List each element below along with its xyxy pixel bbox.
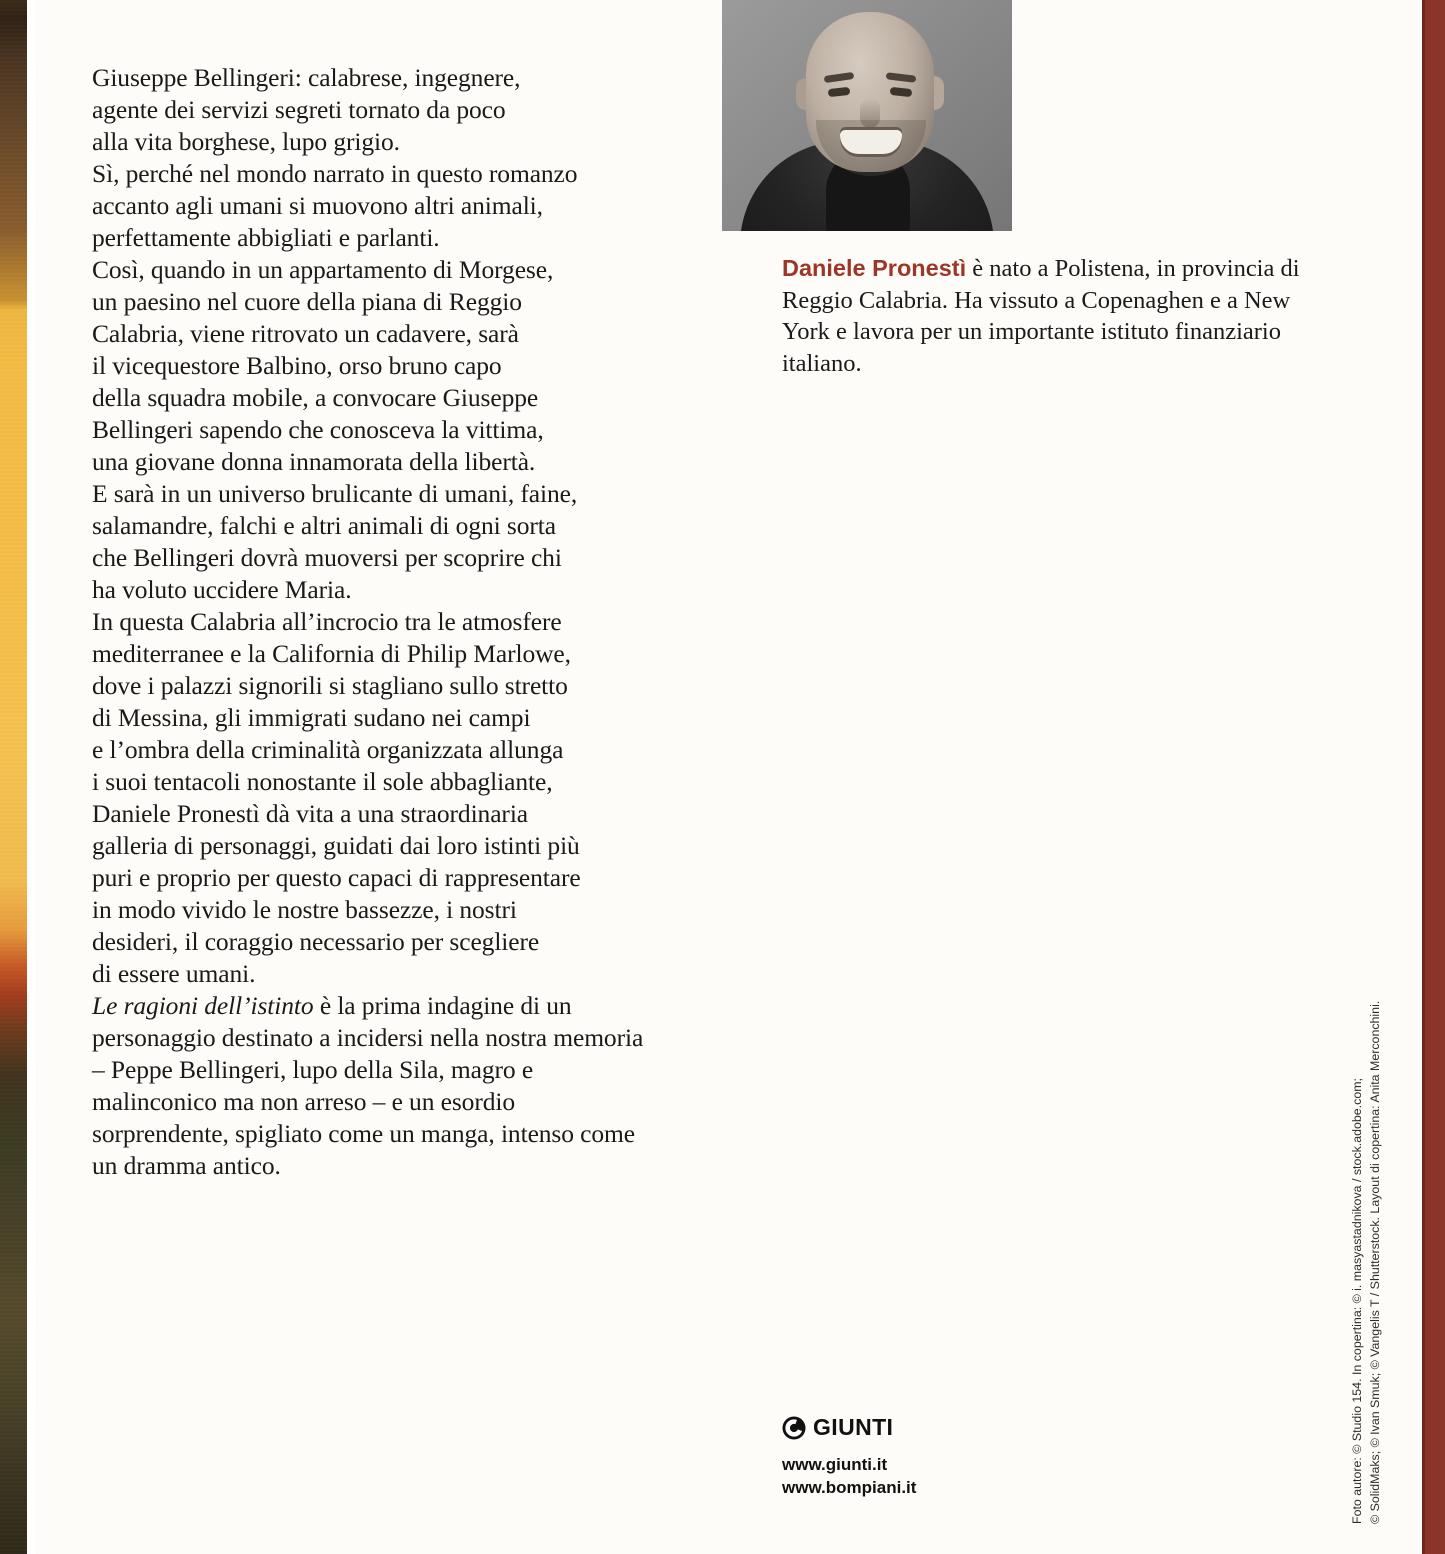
blurb-line: Così, quando in un appartamento di Morgese, bbox=[92, 255, 554, 284]
publisher-website-bompiani[interactable]: www.bompiani.it bbox=[782, 1478, 917, 1497]
credits-line-1: Foto autore: © Studio 154. In copertina: © i. masyastadnikova / stock.adobe.com; bbox=[1350, 1078, 1364, 1524]
blurb-final-rest: è la prima indagine di un personaggio destinato a incidersi nella nostra memoria – Peppe Bellingeri, lupo della Sila, magro e malinconico ma non arreso – e un esordio sorprendente, spigliato come un manga, intenso come un dramma antico. bbox=[92, 991, 644, 1180]
portrait-smile bbox=[840, 130, 902, 154]
blurb-line: E sarà in un universo brulicante di umani, faine, bbox=[92, 479, 578, 508]
blurb-line: Giuseppe Bellingeri: calabrese, ingegnere, bbox=[92, 63, 521, 92]
spine-strip bbox=[1422, 0, 1445, 1554]
back-cover-blurb bbox=[92, 62, 652, 1182]
blurb-line: desideri, il coraggio necessario per scegliere bbox=[92, 927, 540, 956]
blurb-line: di essere umani. bbox=[92, 959, 256, 988]
blurb-final-paragraph bbox=[92, 990, 652, 1182]
blurb-line: un paesino nel cuore della piana di Reggio bbox=[92, 287, 522, 316]
cover-credits bbox=[1349, 884, 1387, 1524]
author-bio bbox=[782, 253, 1340, 379]
blurb-line: alla vita borghese, lupo grigio. bbox=[92, 127, 400, 156]
blurb-line: accanto agli umani si muovono altri animali, bbox=[92, 191, 543, 220]
blurb-line: galleria di personaggi, guidati dai loro istinti più bbox=[92, 831, 580, 860]
blurb-line: Daniele Pronestì dà vita a una straordinaria bbox=[92, 799, 529, 828]
giunti-g-circle-icon bbox=[782, 1416, 806, 1440]
blurb-line: una giovane donna innamorata della libertà. bbox=[92, 447, 536, 476]
blurb-line: Sì, perché nel mondo narrato in questo romanzo bbox=[92, 159, 578, 188]
front-cover-wrap-strip bbox=[0, 0, 27, 1554]
blurb-line: mediterranee e la California di Philip Marlowe, bbox=[92, 639, 571, 668]
credits-line-2: © SolidMaks; © Ivan Smuk; © Vangelis T / Shutterstock. Layout di copertina: Anita Merconchini. bbox=[1367, 1000, 1382, 1524]
author-name: Daniele Pronestì bbox=[782, 255, 967, 281]
blurb-line: e l’ombra della criminalità organizzata allunga bbox=[92, 735, 564, 764]
author-photo bbox=[722, 0, 1012, 231]
publisher-block bbox=[782, 1414, 1102, 1499]
portrait-nose bbox=[860, 98, 880, 128]
blurb-line: perfettamente abbigliati e parlanti. bbox=[92, 223, 440, 252]
publisher-name: GIUNTI bbox=[813, 1414, 894, 1440]
publisher-website-giunti[interactable]: www.giunti.it bbox=[782, 1455, 888, 1474]
blurb-line: dove i palazzi signorili si stagliano sullo stretto bbox=[92, 671, 568, 700]
blurb-line: In questa Calabria all’incrocio tra le atmosfere bbox=[92, 607, 562, 636]
cover-credits-text bbox=[1349, 884, 1384, 1524]
blurb-line: Calabria, viene ritrovato un cadavere, sarà bbox=[92, 319, 519, 348]
blurb-line: della squadra mobile, a convocare Giuseppe bbox=[92, 383, 539, 412]
blurb-line: i suoi tentacoli nonostante il sole abbagliante, bbox=[92, 767, 553, 796]
blurb-line: ha voluto uccidere Maria. bbox=[92, 575, 352, 604]
blurb-line: puri e proprio per questo capaci di rappresentare bbox=[92, 863, 581, 892]
cover-gutter bbox=[27, 0, 35, 1554]
author-bio-text: è nato a Polistena, in provincia di Reggio Calabria. Ha vissuto a Copenaghen e a New York e lavora per un importante istituto finanziario italiano. bbox=[782, 255, 1300, 377]
blurb-line: di Messina, gli immigrati sudano nei campi bbox=[92, 703, 531, 732]
blurb-line: il vicequestore Balbino, orso bruno capo bbox=[92, 351, 502, 380]
blurb-line: Bellingeri sapendo che conosceva la vittima, bbox=[92, 415, 544, 444]
blurb-line: in modo vivido le nostre bassezze, i nostri bbox=[92, 895, 517, 924]
publisher-logo bbox=[782, 1414, 1102, 1441]
blurb-line: agente dei servizi segreti tornato da poco bbox=[92, 95, 506, 124]
blurb-line: salamandre, falchi e altri animali di ogni sorta bbox=[92, 511, 556, 540]
book-title-italic: Le ragioni dell’istinto bbox=[92, 991, 314, 1020]
spine-edge-line bbox=[1422, 0, 1425, 1554]
blurb-line: che Bellingeri dovrà muoversi per scoprire chi bbox=[92, 543, 562, 572]
